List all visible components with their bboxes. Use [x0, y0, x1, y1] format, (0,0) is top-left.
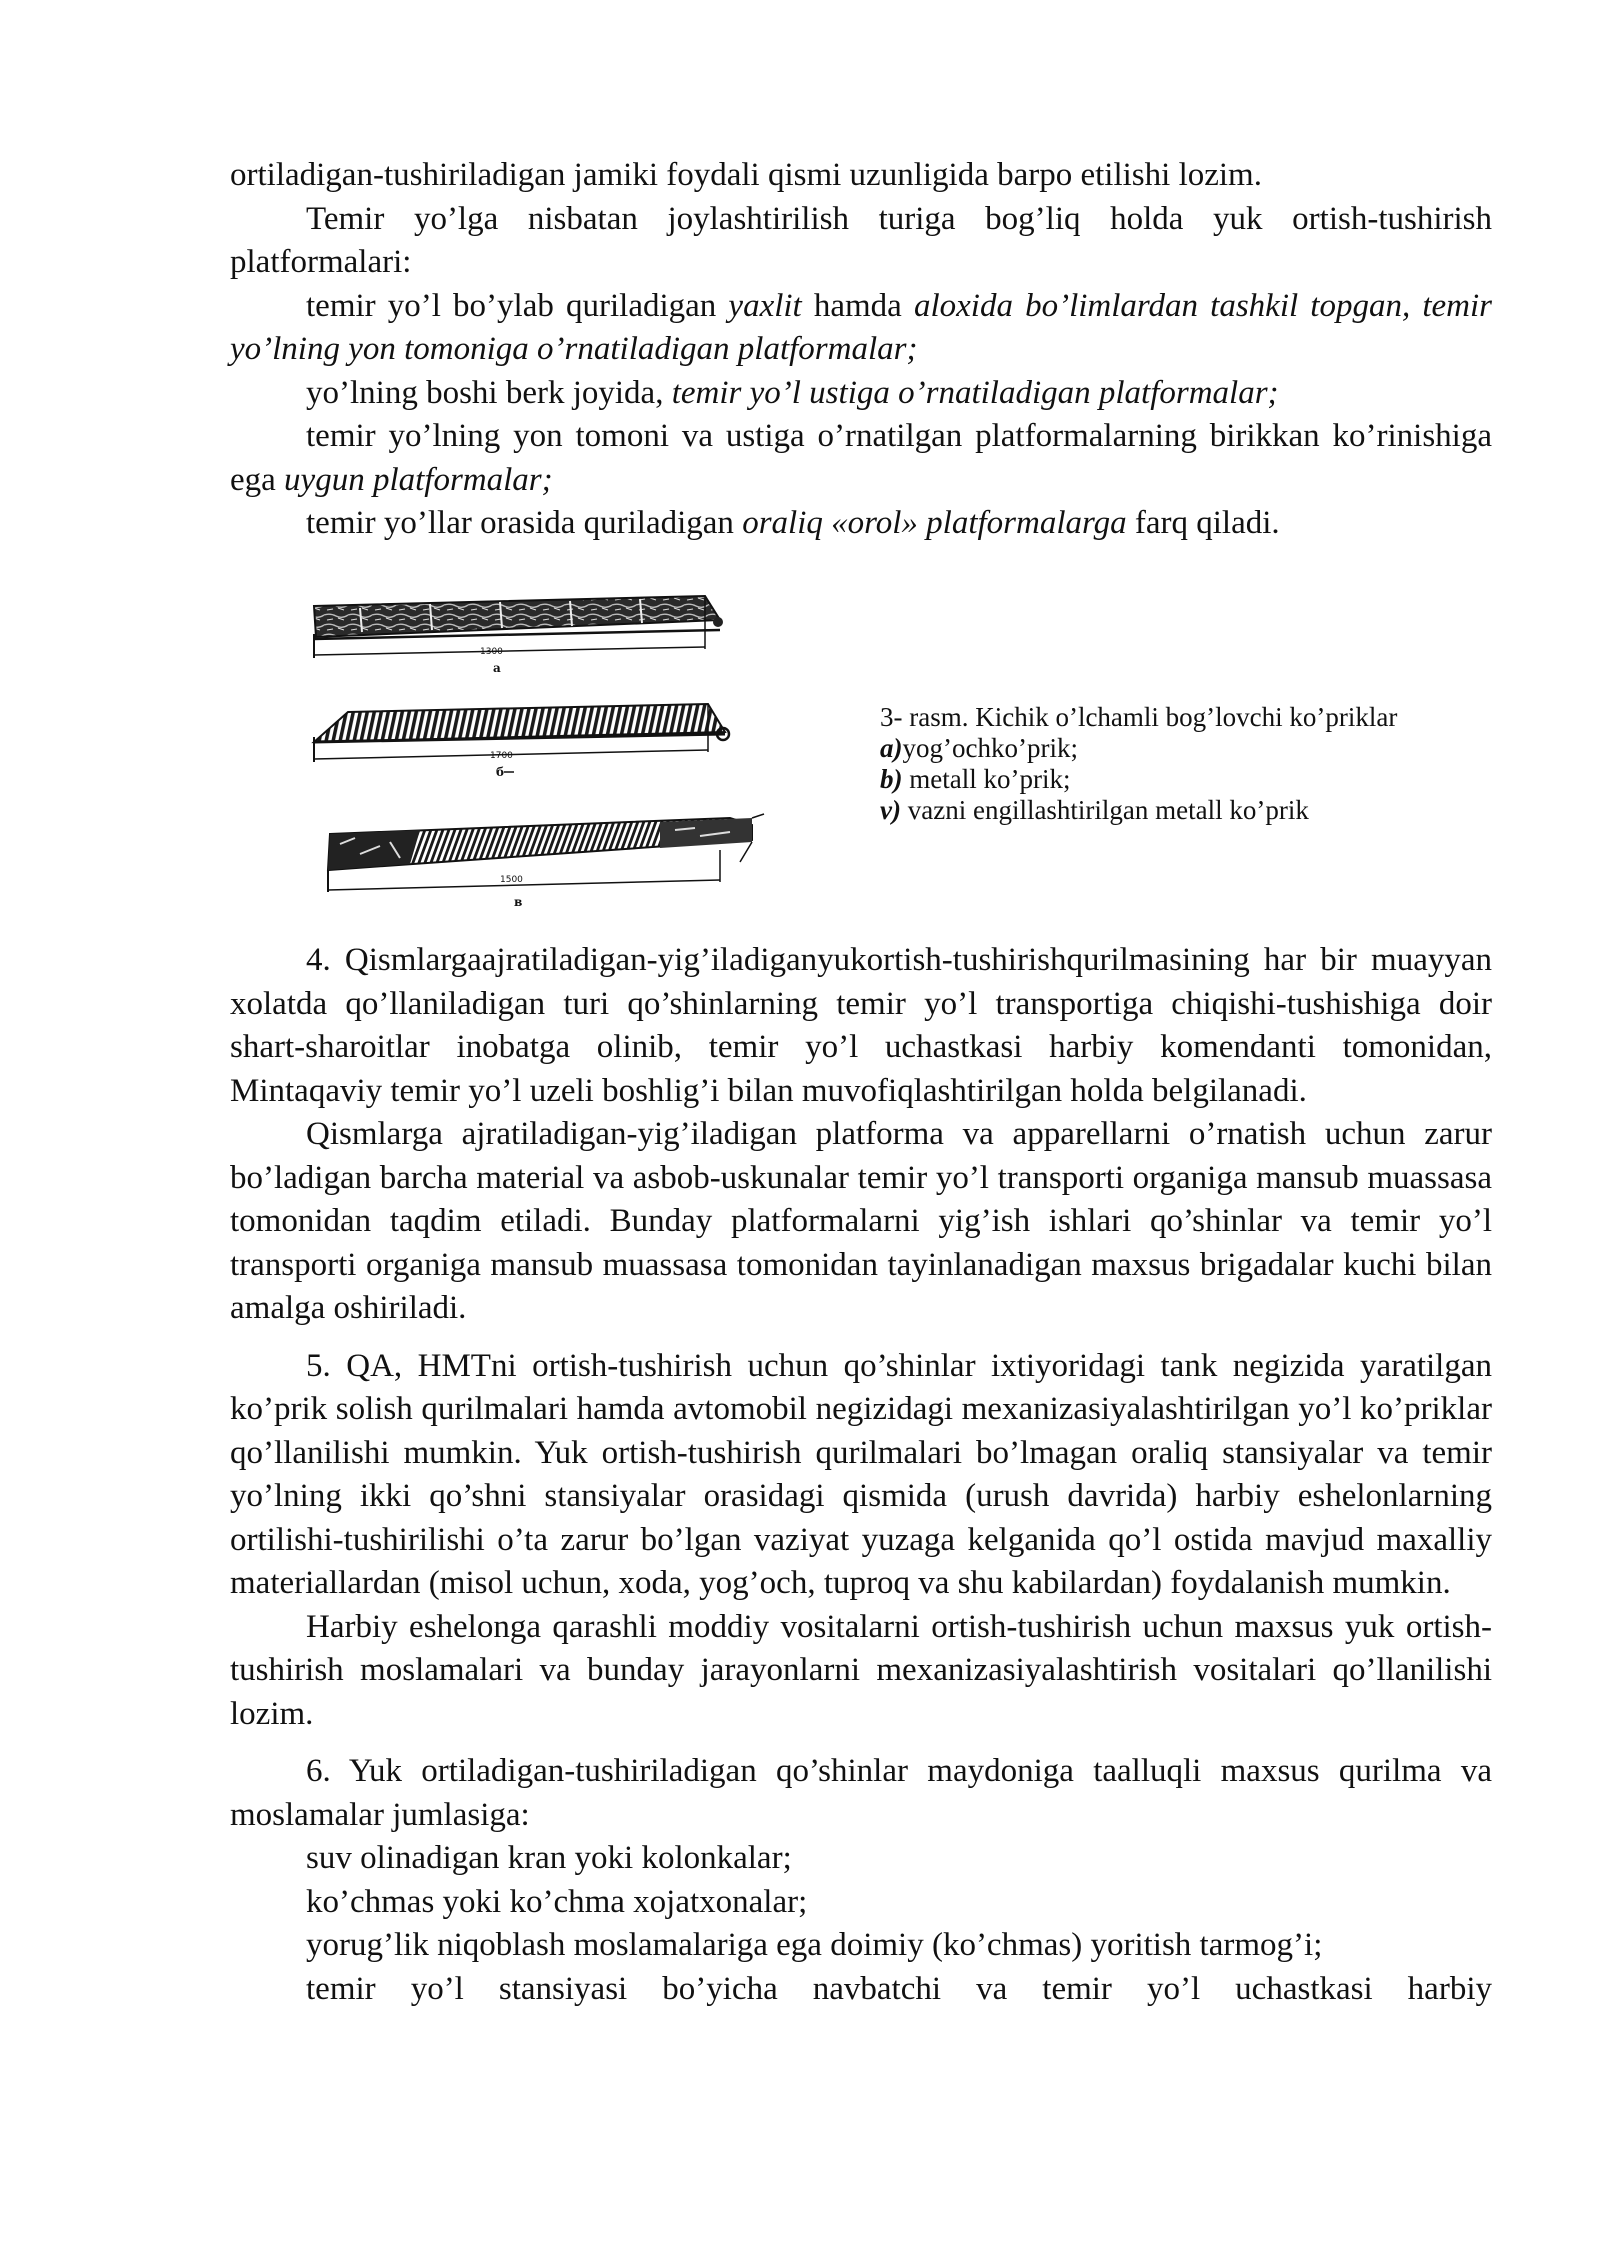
svg-text:в: в	[514, 895, 523, 909]
list-item: ko’chmas yoki ko’chma xojatxonalar;	[306, 1883, 808, 1920]
bottom-text-block	[230, 939, 1492, 2011]
caption-title: 3- rasm. Kichik o’lchamli bog’lovchi ko’priklar	[880, 702, 1398, 732]
list-item: yorug’lik niqoblash moslamalariga ega doimiy (ko’chmas) yoritish tarmog’i;	[306, 1927, 1323, 1963]
paragraph: Harbiy eshelonga qarashli moddiy vositalarni ortish-tushirish uchun maxsus yuk ortish-tushirish moslamalari va bunday jarayonlarni mexanizasiyalashtirish vositalari qo’llanilishi lozim.	[230, 1608, 1492, 1732]
svg-text:1500: 1500	[500, 875, 523, 885]
bridge-figure	[300, 592, 770, 912]
list-item: yo’lning boshi berk joyida, temir yo’l ustiga o’rnatiladigan platformalar;	[306, 374, 1279, 411]
list-item: temir yo’lning yon tomoni va ustiga o’rnatilgan platformalarning birikkan ko’rinishiga ega uygun platformalar;	[230, 418, 1492, 498]
caption-item-b: b) metall ko’prik;	[880, 764, 1071, 794]
paragraph: Temir yo’lga nisbatan joylashtirilish turiga bog’liq holda yuk ortish-tushirish platformalari:	[230, 200, 1492, 280]
list-item: temir yo’llar orasida quriladigan oraliq «orol» platformalarga farq qiladi.	[306, 505, 1280, 541]
svg-text:1700: 1700	[490, 751, 513, 761]
caption-item-a: a)yog’ochko’prik;	[880, 733, 1078, 763]
lightweight-bridge-drawing	[328, 814, 764, 909]
svg-text:б: б	[496, 765, 505, 779]
section-5-paragraph: 5. QA, HMTni ortish-tushirish uchun qo’shinlar ixtiyoridagi tank negizida yaratilgan ko’prik solish qurilmalari hamda avtomobil negizidagi mexanizasiyalashtirilgan yo’l ko’priklar qo’llanilishi mumkin. Yuk ortish-tushirish qurilmalari bo’lmagan oraliq stansiyalar va temir yo’lning ikki qo’shni stansiyalar orasidagi qismida (urush davrida) harbiy eshelonlarning ortilishi-tushirilishi o’ta zarur bo’lgan vaziyat yuzaga kelganida qo’l ostida mavjud maxalliy materiallardan (misol uchun, xoda, yog’och, tuproq va shu kabilardan) foydalanish mumkin.	[230, 1347, 1492, 1601]
metal-bridge-drawing	[314, 704, 729, 779]
list-item: temir yo’l stansiyasi bo’yicha navbatchi va temir yo’l uchastkasi harbiy	[306, 1970, 1492, 2007]
list-item: suv olinadigan kran yoki kolonkalar;	[306, 1840, 792, 1876]
figure-caption	[880, 702, 1520, 826]
svg-text:а: а	[493, 661, 501, 675]
caption-item-v: v) vazni engillashtirilgan metall ko’prik	[880, 795, 1309, 825]
section-6-paragraph: 6. Yuk ortiladigan-tushiriladigan qo’shinlar maydoniga taalluqli maxsus qurilma va moslamalar jumlasiga:	[230, 1753, 1492, 1833]
svg-text:1300: 1300	[480, 647, 503, 657]
paragraph: Qismlarga ajratiladigan-yig’iladigan platforma va apparellarni o’rnatish uchun zarur bo’ladigan barcha material va asbob-uskunalar temir yo’l transporti organiga mansub muassasa tomonidan taqdim etiladi. Bunday platformalarni yig’ish ishlari qo’shinlar va temir yo’l transporti organiga mansub muassasa tomonidan tayinlanadigan maxsus brigadalar kuchi bilan amalga oshiriladi.	[230, 1116, 1492, 1326]
list-item: temir yo’l bo’ylab quriladigan yaxlit hamda aloxida bo’limlardan tashkil topgan, temir yo’lning yon tomoniga o’rnatiladigan platformalar;	[230, 287, 1492, 367]
top-text-block	[230, 154, 1492, 546]
paragraph: ortiladigan-tushiriladigan jamiki foydali qismi uzunligida barpo etilishi lozim.	[230, 157, 1262, 193]
wooden-bridge-drawing	[314, 596, 723, 675]
section-4-paragraph: 4. Qismlargaajratiladigan-yig’iladiganyukortish-tushirishqurilmasining har bir muayyan xolatda qo’llaniladigan turi qo’shinlarning temir yo’l transportiga chiqishi-tushishiga doir shart-sharoitlar inobatga olinib, temir yo’l uchastkasi harbiy komendanti tomonidan, Mintaqaviy temir yo’l uzeli boshlig’i bilan muvofiqlashtirilgan holda belgilanadi.	[230, 942, 1492, 1109]
